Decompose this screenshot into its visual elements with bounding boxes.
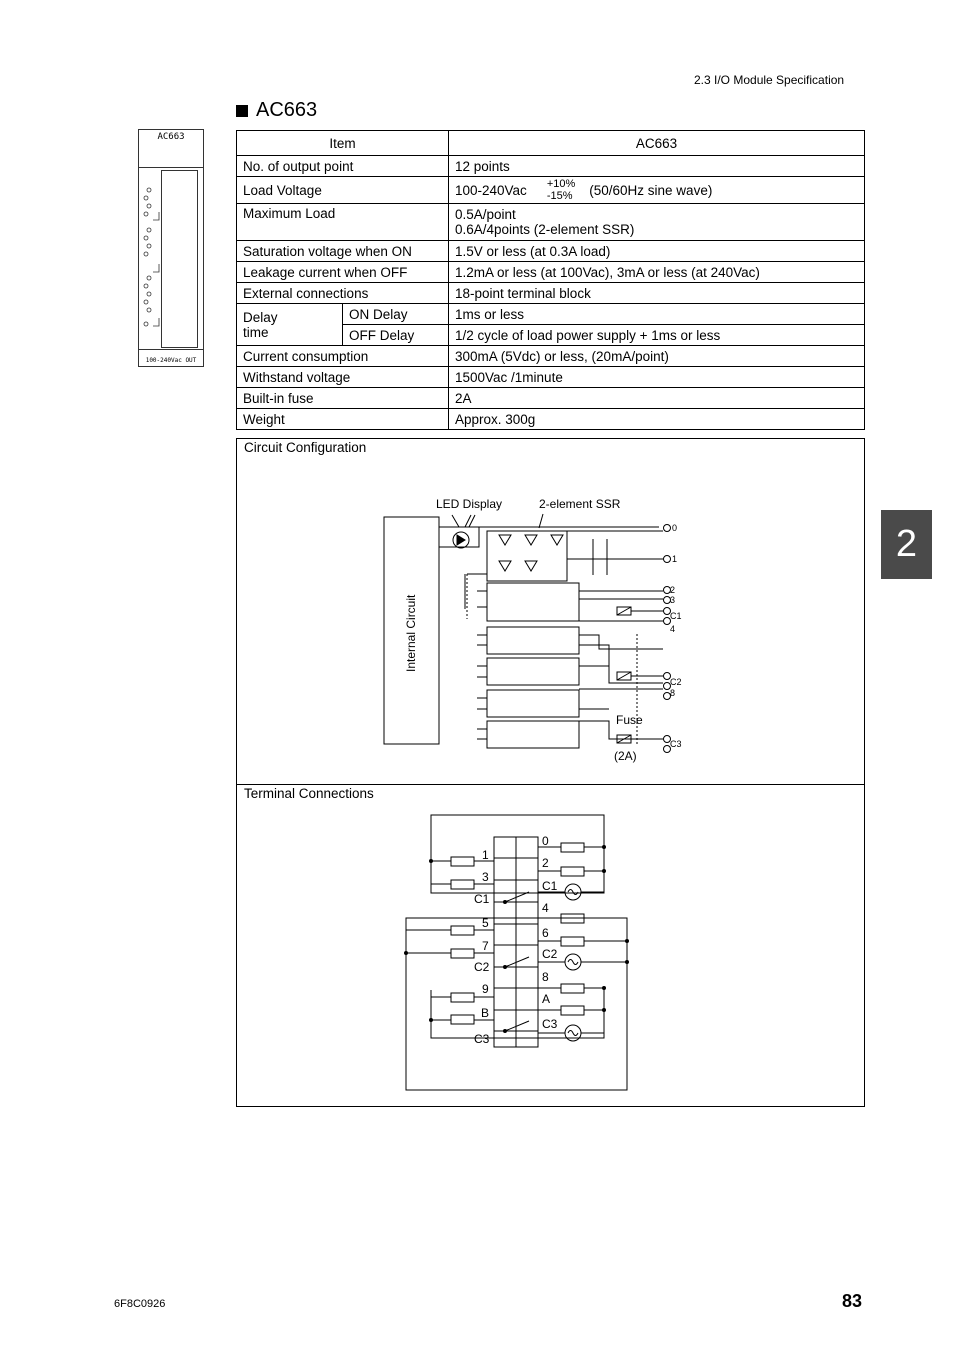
- circuit-terminal-labels: [670, 523, 682, 749]
- header-item: Item: [237, 131, 449, 156]
- svg-text:C2: C2: [542, 947, 558, 961]
- led-display-label: LED Display: [436, 497, 503, 511]
- time-label: time: [243, 324, 269, 340]
- table-row: [237, 177, 865, 204]
- svg-text:B: B: [481, 1006, 490, 1020]
- row-item: Withstand voltage: [237, 367, 449, 388]
- fuse-label: Fuse: [616, 713, 643, 727]
- row-item: Leakage current when OFF: [237, 262, 449, 283]
- svg-text:C2: C2: [474, 960, 490, 974]
- internal-circuit-label: Internal Circuit: [404, 594, 418, 672]
- svg-text:C3: C3: [542, 1017, 558, 1031]
- row-item: Saturation voltage when ON: [237, 241, 449, 262]
- frequency-note: (50/60Hz sine wave): [589, 182, 713, 198]
- fuse-rating-label: (2A): [614, 749, 637, 763]
- max-load-line1: 0.5A/point: [455, 207, 516, 222]
- row-value: Approx. 300g: [449, 409, 865, 430]
- tolerance-plus: +10%: [546, 178, 576, 190]
- table-row: [237, 156, 865, 177]
- row-item: Maximum Load: [237, 204, 449, 241]
- svg-text:8: 8: [542, 970, 549, 984]
- svg-text:4: 4: [670, 624, 676, 634]
- svg-text:1: 1: [672, 554, 678, 564]
- square-bullet-icon: [236, 105, 248, 117]
- row-value: [449, 177, 865, 204]
- svg-text:C1: C1: [474, 892, 490, 906]
- row-item: External connections: [237, 283, 449, 304]
- terminal-left-labels: [474, 848, 490, 1046]
- row-item: No. of output point: [237, 156, 449, 177]
- row-value: 12 points: [449, 156, 865, 177]
- row-item: Current consumption: [237, 346, 449, 367]
- max-load-line2: 0.6A/4points (2-element SSR): [455, 222, 635, 237]
- table-row: [237, 262, 865, 283]
- spec-table: [236, 130, 865, 430]
- module-image: [138, 129, 204, 367]
- chapter-tab: 2: [881, 510, 932, 579]
- svg-text:2: 2: [670, 585, 676, 595]
- circuit-configuration-box: [236, 438, 865, 785]
- svg-text:C2: C2: [670, 677, 682, 687]
- svg-text:C3: C3: [670, 739, 682, 749]
- table-row: [237, 346, 865, 367]
- table-header-row: [237, 131, 865, 156]
- off-delay-label: OFF Delay: [343, 325, 449, 346]
- header-value: AC663: [449, 131, 865, 156]
- terminal-connections-box: [236, 785, 865, 1107]
- svg-text:5: 5: [482, 916, 489, 930]
- svg-text:C1: C1: [670, 611, 682, 621]
- row-value: 1ms or less: [449, 304, 865, 325]
- svg-text:1: 1: [482, 848, 489, 862]
- tolerance: [547, 178, 575, 202]
- svg-text:6: 6: [542, 926, 549, 940]
- svg-text:C3: C3: [474, 1032, 490, 1046]
- row-item: Weight: [237, 409, 449, 430]
- table-row: [237, 388, 865, 409]
- row-value: [449, 204, 865, 241]
- section-header: 2.3 I/O Module Specification: [694, 73, 845, 87]
- table-row: [237, 409, 865, 430]
- doc-code: 6F8C0926: [114, 1298, 166, 1310]
- module-name: AC663: [157, 132, 185, 142]
- row-value: 1500Vac /1minute: [449, 367, 865, 388]
- ssr-label: 2-element SSR: [539, 497, 621, 511]
- svg-text:A: A: [542, 992, 551, 1006]
- delay-time-cell: [237, 304, 343, 346]
- on-delay-label: ON Delay: [343, 304, 449, 325]
- row-value: 1.2mA or less (at 100Vac), 3mA or less (at 240Vac): [449, 262, 865, 283]
- title-text: AC663: [256, 99, 318, 121]
- svg-text:9: 9: [482, 982, 489, 996]
- load-voltage-value: 100-240Vac: [455, 182, 527, 198]
- svg-text:0: 0: [672, 523, 678, 533]
- terminal-diagram: [237, 785, 864, 1105]
- svg-text:0: 0: [542, 834, 549, 848]
- table-row: [237, 204, 865, 241]
- svg-text:3: 3: [670, 595, 676, 605]
- row-item: Built-in fuse: [237, 388, 449, 409]
- svg-text:3: 3: [482, 870, 489, 884]
- row-value: 2A: [449, 388, 865, 409]
- svg-text:C1: C1: [542, 879, 558, 893]
- circuit-label: Circuit Configuration: [244, 440, 367, 455]
- module-terminal-icons: [139, 130, 205, 368]
- row-value: 300mA (5Vdc) or less, (20mA/point): [449, 346, 865, 367]
- page-title: [236, 99, 317, 122]
- terminal-label: Terminal Connections: [244, 786, 374, 801]
- row-value: 1/2 cycle of load power supply + 1ms or less: [449, 325, 865, 346]
- svg-text:2: 2: [542, 856, 549, 870]
- svg-text:7: 7: [482, 939, 489, 953]
- page-number: 83: [842, 1291, 863, 1311]
- table-row: [237, 241, 865, 262]
- svg-text:4: 4: [542, 901, 549, 915]
- svg-text:8: 8: [670, 688, 676, 698]
- table-row: [237, 283, 865, 304]
- tolerance-minus: -15%: [546, 190, 573, 202]
- row-value: 1.5V or less (at 0.3A load): [449, 241, 865, 262]
- delay-label: Delay: [243, 309, 278, 325]
- circuit-diagram: [237, 439, 864, 784]
- module-footer: 100-240Vac OUT: [145, 357, 197, 364]
- row-item: Load Voltage: [237, 177, 449, 204]
- table-row: [237, 304, 865, 325]
- table-row: [237, 367, 865, 388]
- row-value: 18-point terminal block: [449, 283, 865, 304]
- terminal-right-labels: [542, 834, 558, 1031]
